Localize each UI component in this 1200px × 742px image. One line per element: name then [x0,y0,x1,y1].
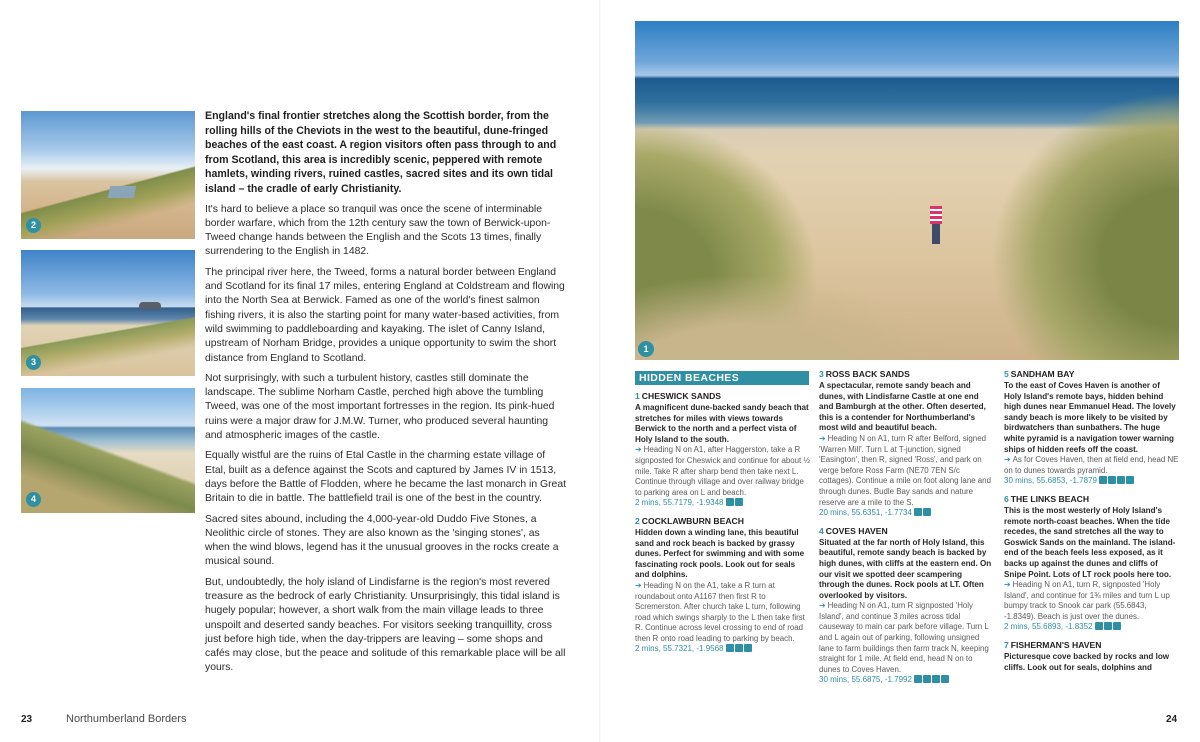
facility-icon [914,508,922,516]
body-paragraph: Sacred sites abound, including the 4,000-year-old Duddo Five Stones, a Neolithic circle of stones. They are also known as the 'singing stones', as when the wind blows, legend has it the unusual grooves in the rocks create a musical sound. [205,513,559,568]
arrow-icon: ➔ [819,601,826,611]
arrow-icon: ➔ [1004,580,1011,590]
beach-photo-2 [21,111,195,239]
beach-photo-3 [21,250,195,376]
section-title: HIDDEN BEACHES [635,371,809,385]
column-3 [1004,369,1179,679]
facility-icons [1099,476,1135,488]
facility-icon [726,644,734,652]
entry-heading [819,526,994,537]
intro-paragraph: England's final frontier stretches along the Scottish border, from the rolling hills of the Cheviots in the west to the beautiful, dune-fringed beaches of the east coast. A region visitors often pass through to and from Scotland, this area is incredibly scenic, peppered with remote hamlets, winding rivers, ruined castles, sacred sites and its own tidal island – the cradle of early Christianity. [205,110,557,195]
facility-icon [932,675,940,683]
facility-icon [1126,476,1134,484]
beach-entry [1004,369,1179,488]
entry-directions [819,601,994,675]
walk-and-coordinates: 2 mins, 55.7321, -1.9568 [635,644,724,654]
page-number-left: 23 [21,714,33,725]
entry-meta [819,675,994,687]
entry-heading [635,391,811,402]
entry-number: 1 [635,391,640,401]
entry-number: 3 [819,369,824,379]
entry-description: Hidden down a winding lane, this beautiful sand and rock beach is backed by grassy dunes. Perfect for swimming and with some fascinating rock pools. Look out for seals and dolphins. [635,527,805,580]
entry-number: 5 [1004,369,1009,379]
walk-and-coordinates: 2 mins, 55.6893, -1.8352 [1004,622,1093,632]
facility-icon [735,498,743,506]
beach-entry [819,369,994,520]
entry-number: 6 [1004,493,1009,504]
directions-text: Heading N on A1, turn R after Belford, signed 'Warren Mill'. Turn L at T-junction, signed 'Easington', then R, signed 'Ross', and park on verge before Ross Farm (NE70 7EN S/c cottages). Continue a mile on foot along lane and through dunes. Budle Bay sands and nature reserve are a mile to the S. [819,433,991,507]
running-head: Northumberland Borders [66,713,187,725]
entry-description: To the east of Coves Haven is another of Holy Island's remote bays, hidden behind high dunes near Emmanuel Head. The lovely sandy beach is more likely to be visited by birdwatchers than sunbathers. The huge white pyramid is a navigation tower warning ships of hidden reefs off the coast. [1004,381,1176,454]
facility-icon [923,508,931,516]
facility-icon [1095,622,1103,630]
entry-heading [635,516,811,527]
walk-and-coordinates: 2 mins, 55.7179, -1.9348 [635,498,724,508]
entry-directions [1004,580,1179,622]
entry-name: ROSS BACK SANDS [825,369,910,379]
facility-icons [914,675,950,687]
beach-entry [635,391,811,510]
facility-icon [1108,476,1116,484]
beach-entry [1004,640,1179,673]
arrow-icon: ➔ [635,445,642,455]
facility-icon [726,498,734,506]
facility-icon [941,675,949,683]
walk-and-coordinates: 30 mins, 55.6875, -1.7992 [819,675,912,685]
page-number-right: 24 [1166,714,1178,725]
arrow-icon: ➔ [635,580,642,590]
entry-directions [819,434,994,508]
facility-icon [1117,476,1125,484]
entry-meta [1004,622,1179,634]
entry-name: FISHERMAN'S HAVEN [1010,640,1102,651]
body-paragraph: But, undoubtedly, the holy island of Lindisfarne is the region's most revered treasure as the bedrock of early Christianity. Unsurprisingly, this tidal island is hugely popular; however, a short walk from the main village leads to three unspoilt and deserted sandy beaches. For visitors seeking tranquillity, cross just before high tide, when the day-trippers are leaving – some shops and cafés may close, but the peace and solitude of this remarkable place will be all yours. [205,576,566,674]
entry-description: A magnificent dune-backed sandy beach that stretches for miles with views towards Berwick to the north and a perfect vista of Holy Island to the south. [635,403,809,444]
entry-directions [1004,455,1179,476]
entry-heading [1004,640,1179,651]
facility-icons [726,644,753,656]
walk-and-coordinates: 30 mins, 55.6853, -1.7879 [1004,476,1097,486]
arrow-icon: ➔ [819,433,826,443]
child-legs [932,224,940,244]
photo-number-badge: 1 [638,341,654,357]
directions-text: Heading N on A1, turn R, signposted 'Holy Island', and continue for 1¾ miles and turn L up bumpy track to Snook car park (55.6843, -1.8349). Beach is just over the dunes. [1004,580,1170,621]
entry-number: 7 [1004,640,1009,651]
intro-article [205,109,567,682]
beach-photo-4 [21,388,195,513]
hero-beach-photo [635,21,1179,360]
beach-entry [819,526,994,687]
beach-hut-shape [108,186,137,198]
child-figure [930,198,942,253]
arrow-icon: ➔ [1004,455,1011,465]
entry-directions [635,581,811,645]
beach-entry [1004,494,1179,634]
entry-heading [819,369,994,380]
entry-directions [635,445,811,498]
facility-icon [914,675,922,683]
beach-entry [635,516,811,656]
entry-name: CHESWICK SANDS [641,391,722,401]
facility-icons [914,508,932,520]
entry-name: THE LINKS BEACH [1010,493,1090,504]
directions-text: Heading N on A1, turn R signposted 'Holy Island', and continue 3 miles across tidal causeway to main car park before village. Turn L and L again out of parking, following unsigned lane to farm buildings then farm track N, keeping straight for 1 mile. At field end, head N on to dunes to Coves Haven. [819,601,989,674]
entry-meta [635,498,811,510]
entry-heading [1004,494,1179,505]
entry-meta [635,644,811,656]
entry-description: Picturesque cove backed by rocks and low cliffs. Look out for seals, dolphins and [1004,652,1170,672]
entry-description: A spectacular, remote sandy beach and dunes, with Lindisfarne Castle at one end and Bamburgh at the other. Often deserted, this is a contender for Northumberland's most wild and beautiful beach. [819,381,986,433]
directions-text: Heading N on the A1, take a R turn at roundabout onto A1167 then first R to Scremerston. After church take L turn, following road which swings sharply to the L then take first R. Continue across level crossing to end of road then R onto road leading to parking by beach. [635,580,805,643]
entry-meta [819,508,994,520]
page-gutter [599,0,601,742]
facility-icon [1104,622,1112,630]
entry-name: COVES HAVEN [825,525,888,536]
entry-number: 2 [635,515,640,526]
facility-icon [1099,476,1107,484]
facility-icons [726,498,744,510]
entry-name: COCKLAWBURN BEACH [641,515,744,526]
entry-number: 4 [819,525,824,536]
entry-name: SANDHAM BAY [1010,369,1075,379]
facility-icon [923,675,931,683]
directions-text: Heading N on A1, after Haggerston, take a R signposted for Cheswick and continue for about ½ mile. Take R after sharp bend then take next L. Continue through village and over railway bridge to parking area on L and beach. [635,445,811,497]
child-striped-top [930,206,942,224]
walk-and-coordinates: 20 mins, 55.6351, -1.7734 [819,508,912,518]
entry-meta [1004,476,1179,488]
photo-number-badge: 2 [26,218,41,233]
entry-description: This is the most westerly of Holy Island's remote north-coast beaches. When the tide recedes, the sand stretches all the way to Goswick Sands on the mainland. The island-end of the beach feels less exposed, as it backs up against the dunes and cliffs of Snipe Point. Lots of LT rock pools here too. [1004,505,1176,579]
photo-number-badge: 4 [26,492,41,507]
body-paragraph: Equally wistful are the ruins of Etal Castle in the charming estate village of Etal, built as a defence against the Scots and captured by James IV in 1513, days before the Battle of Flodden, where he became the last monarch in Great Britain to die in battle. The battlefield trail is one of the best in the country. [205,450,566,505]
directions-text: As for Coves Haven, then at field end, head NE on to dunes towards pyramid. [1004,455,1179,475]
body-paragraph: The principal river here, the Tweed, forms a natural border between England and Scotland for its final 17 miles, entering England at Coldstream and flowing into the North Sea at Berwick. Famed as one of the world's finest salmon fishing rivers, it is also the starting point for many water-based activities, from wild swimming to paddleboarding and kayaking. The islet of Canny Island, upstream of Norham Bridge, provides a unique opportunity to swim the short distance from England to Scotland. [205,266,565,364]
child-head [932,198,940,206]
column-1 [635,391,811,662]
photo-number-badge: 3 [26,355,41,370]
facility-icon [744,644,752,652]
facility-icon [1113,622,1121,630]
distant-castle-shape [139,302,161,309]
body-paragraph: Not surprisingly, with such a turbulent history, castles still dominate the landscape. The sublime Norham Castle, perched high above the tumbling Tweed, was one of the most important fortresses in the region. Its pink-hued ruins were a major draw for J.M.W. Turner, who produced several haunting and atmospheric images of the castle. [205,372,555,442]
entry-description: Situated at the far north of Holy Island, this beautiful, remote sandy beach is backed by high dunes, with cliffs at the eastern end. On our visit we spotted deer scampering through the dunes. Rock pools at LT. Often overlooked by visitors. [819,537,992,600]
body-paragraph: It's hard to believe a place so tranquil was once the scene of interminable border warfare, which from the 12th century saw the town of Berwick-upon-Tweed change hands between the English and the Scots 13 times, finally surrendering to the English in 1482. [205,203,551,258]
facility-icon [735,644,743,652]
facility-icons [1095,622,1122,634]
column-2 [819,369,994,693]
entry-heading [1004,369,1179,380]
